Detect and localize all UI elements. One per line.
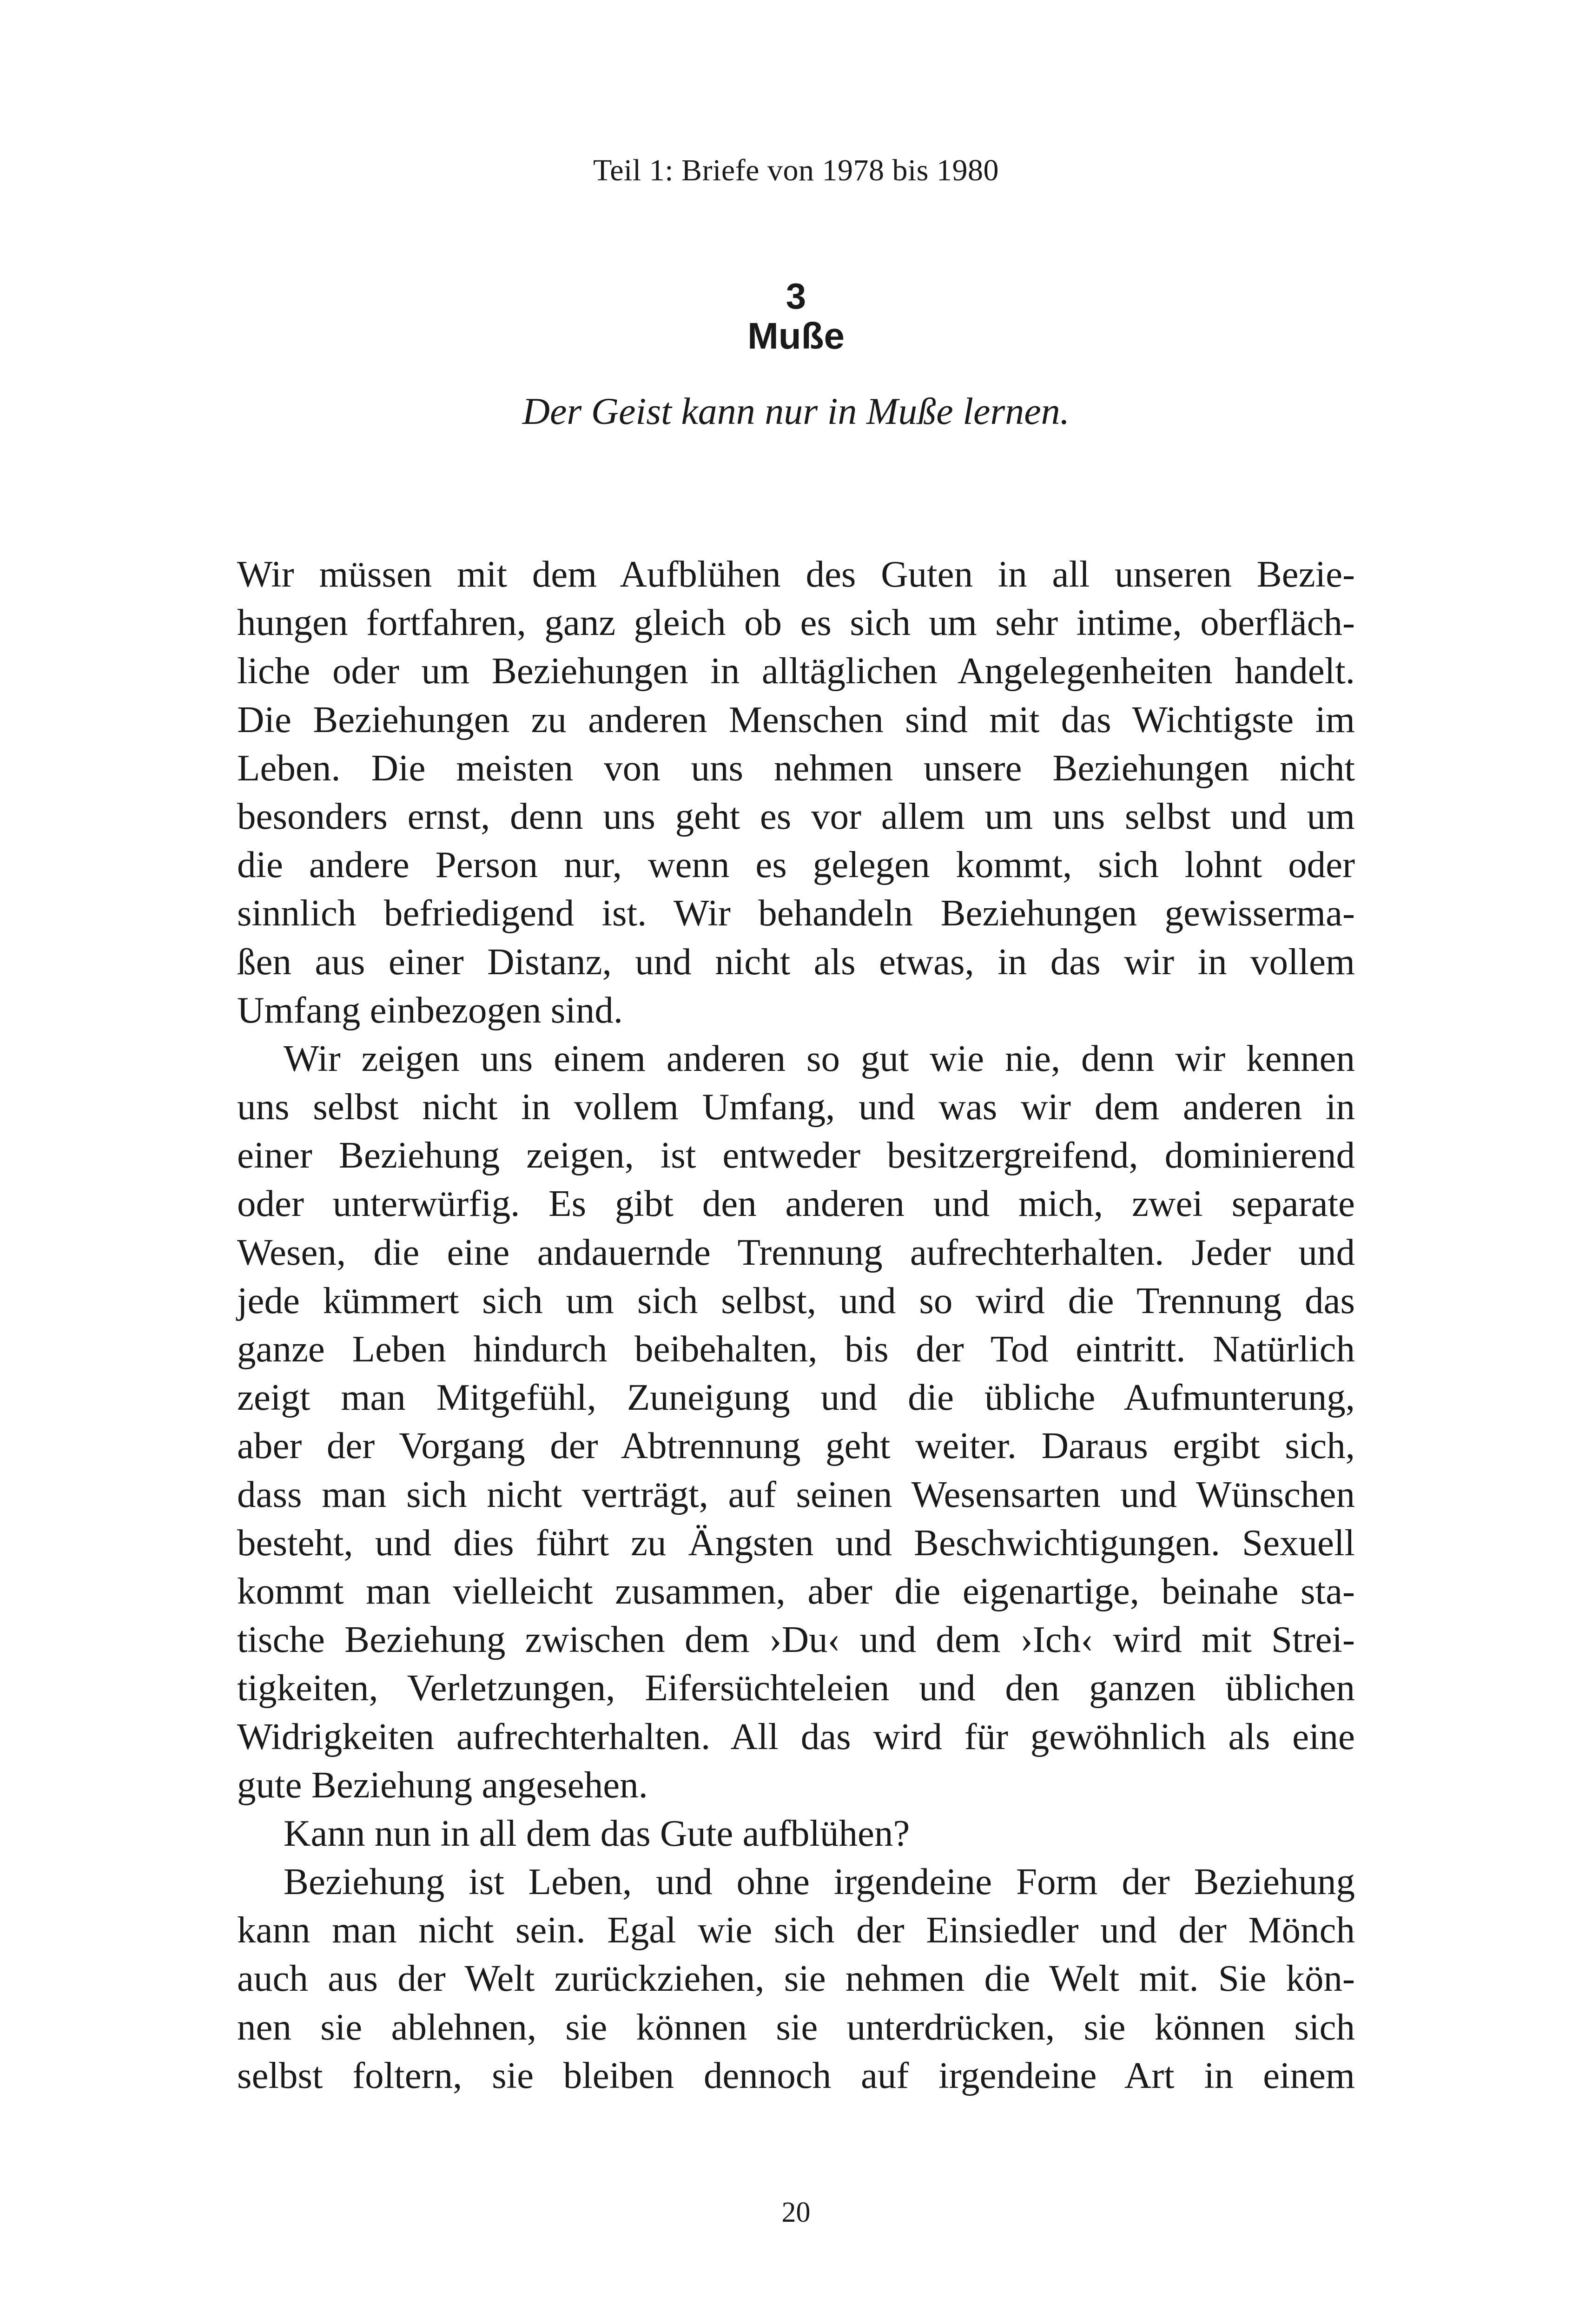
paragraph [237, 1857, 1355, 2100]
chapter-epigraph: Der Geist kann nur in Muße lernen. [522, 390, 1070, 432]
text-line: gute Beziehung angesehen. [237, 1763, 648, 1806]
text-line: sinnlich befriedigend ist. Wir behandeln Beziehungen gewisserma- [237, 892, 1355, 934]
text-line: ßen aus einer Distanz, und nicht als etwas, in das wir in vollem [237, 940, 1355, 983]
text-line: Wesen, die eine andauernde Trennung aufrechterhalten. Jeder und [237, 1231, 1355, 1273]
text-line: kommt man vielleicht zusammen, aber die eigenartige, beinahe sta- [237, 1570, 1355, 1612]
chapter-number: 3 [786, 276, 806, 317]
text-line: Wir zeigen uns einem anderen so gut wie nie, denn wir kennen [284, 1037, 1355, 1079]
chapter-title: Muße [747, 315, 845, 357]
paragraph [237, 550, 1355, 1034]
text-line: nen sie ablehnen, sie können sie unterdrücken, sie können sich [237, 2006, 1355, 2048]
text-line: Widrigkeiten aufrechterhalten. All das wird für gewöhnlich als eine [237, 1715, 1355, 1757]
text-line: zeigt man Mitgefühl, Zuneigung und die übliche Aufmunterung, [237, 1376, 1355, 1419]
text-line: oder unterwürfig. Es gibt den anderen und mich, zwei separate [237, 1182, 1355, 1225]
paragraph [237, 1809, 1355, 1857]
text-line: Die Beziehungen zu anderen Menschen sind mit das Wichtigste im [237, 698, 1355, 740]
text-line: ganze Leben hindurch beibehalten, bis der Tod eintritt. Natürlich [237, 1328, 1355, 1370]
paragraph [237, 1034, 1355, 1809]
text-line: Umfang einbezogen sind. [237, 989, 623, 1031]
text-line: liche oder um Beziehungen in alltäglichen Angelegenheiten handelt. [237, 650, 1355, 692]
text-line: hungen fortfahren, ganz gleich ob es sich um sehr intime, oberfläch- [237, 601, 1355, 644]
text-line: jede kümmert sich um sich selbst, und so wird die Trennung das [237, 1279, 1355, 1321]
text-line: die andere Person nur, wenn es gelegen kommt, sich lohnt oder [237, 844, 1355, 886]
text-line: uns selbst nicht in vollem Umfang, und was wir dem anderen in [237, 1086, 1355, 1128]
text-line: einer Beziehung zeigen, ist entweder besitzergreifend, dominierend [237, 1134, 1355, 1176]
body-text [237, 550, 1355, 2100]
text-line: aber der Vorgang der Abtrennung geht weiter. Daraus ergibt sich, [237, 1425, 1355, 1467]
text-line: dass man sich nicht verträgt, auf seinen Wesensarten und Wünschen [237, 1473, 1355, 1515]
text-line: besteht, und dies führt zu Ängsten und Beschwichtigungen. Sexuell [237, 1521, 1355, 1564]
text-line: Wir müssen mit dem Aufblühen des Guten in all unseren Bezie- [237, 553, 1355, 595]
text-line: besonders ernst, denn uns geht es vor allem um uns selbst und um [237, 795, 1355, 837]
text-line: tische Beziehung zwischen dem ›Du‹ und dem ›Ich‹ wird mit Strei- [237, 1618, 1355, 1661]
text-line: Beziehung ist Leben, und ohne irgendeine Form der Beziehung [284, 1861, 1355, 1903]
text-line: tigkeiten, Verletzungen, Eifersüchteleien und den ganzen üblichen [237, 1667, 1355, 1709]
text-line: Leben. Die meisten von uns nehmen unsere Beziehungen nicht [237, 746, 1355, 789]
running-head: Teil 1: Briefe von 1978 bis 1980 [593, 153, 999, 187]
page-number: 20 [781, 2197, 811, 2228]
text-line: Kann nun in all dem das Gute aufblühen? [284, 1812, 910, 1854]
text-line: selbst foltern, sie bleiben dennoch auf irgendeine Art in einem [237, 2054, 1355, 2096]
text-line: kann man nicht sein. Egal wie sich der Einsiedler und der Mönch [237, 1909, 1355, 1951]
text-line: auch aus der Welt zurückziehen, sie nehmen die Welt mit. Sie kön- [237, 1957, 1355, 2000]
